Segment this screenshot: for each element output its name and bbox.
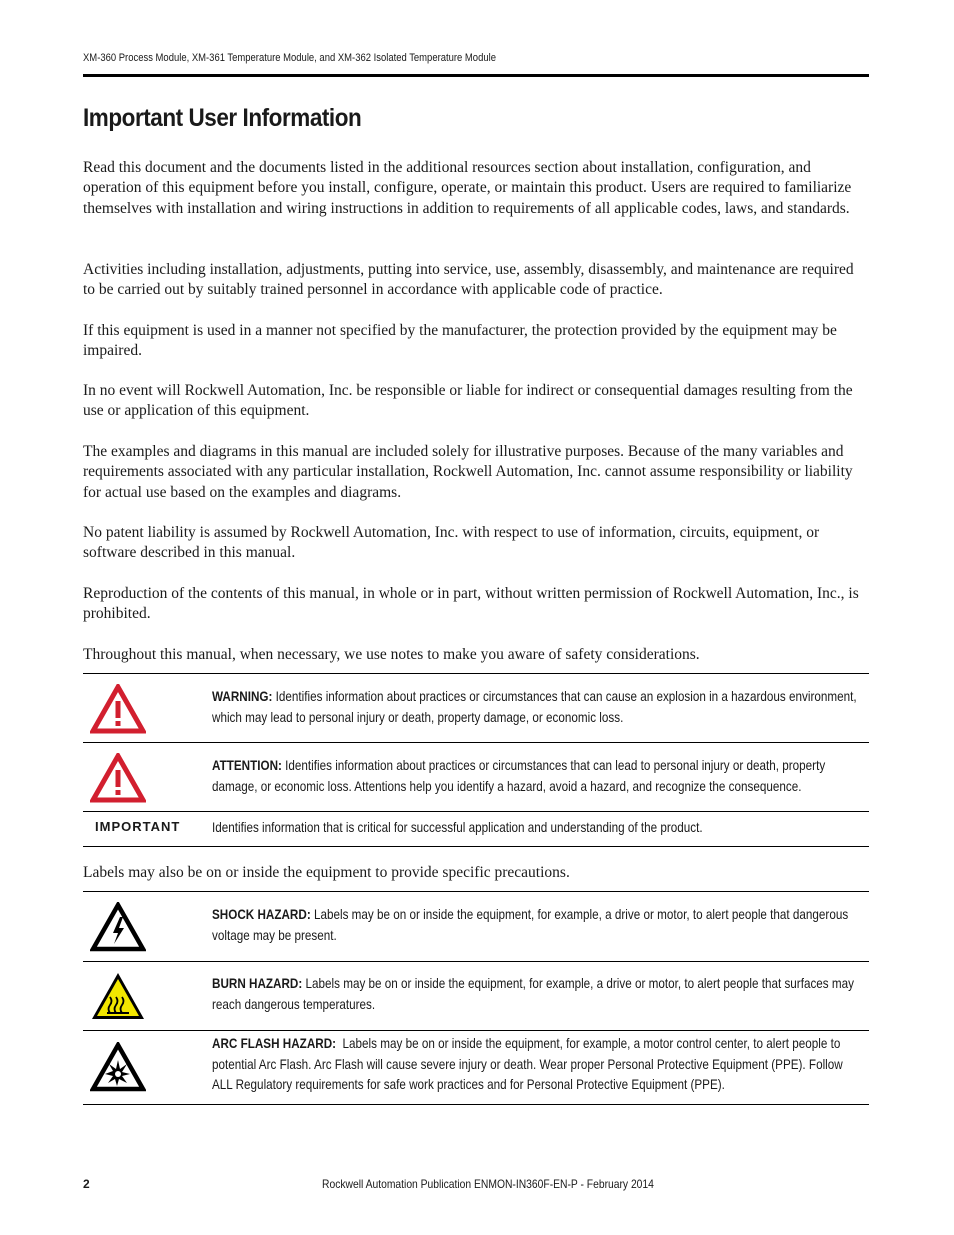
publication-footer: Rockwell Automation Publication ENMON-IN360F-EN-P - February 2014 bbox=[322, 1177, 654, 1191]
paragraph-examples: The examples and diagrams in this manual are included solely for illustrative purposes. Because of the many variables and requirements associated with any particular installation, Rockwell Automation, Inc. cannot assume responsibility or liability for actual use based on the examples and diagrams. bbox=[83, 443, 853, 501]
paragraph-notes-intro: Throughout this manual, when necessary, we use notes to make you aware of safety considerations. bbox=[83, 646, 700, 663]
hazard-arc-flash bbox=[83, 1031, 869, 1105]
warning-label: WARNING: bbox=[212, 689, 273, 704]
important-label: IMPORTANT bbox=[95, 819, 181, 834]
important-text: Identifies information that is critical for successful application and understanding of the product. bbox=[212, 820, 703, 835]
notice-important bbox=[83, 812, 869, 847]
notice-attention bbox=[83, 743, 869, 812]
labels-intro: Labels may also be on or inside the equipment to provide specific precautions. bbox=[83, 864, 570, 881]
shock-hazard-label: SHOCK HAZARD: bbox=[212, 907, 311, 922]
attention-triangle-icon bbox=[83, 753, 153, 803]
burn-hazard-text: Labels may be on or inside the equipment, for example, a drive or motor, to alert people that surfaces may reach dangerous temperatures. bbox=[212, 976, 854, 1012]
hazard-shock bbox=[83, 892, 869, 962]
burn-hazard-icon bbox=[83, 971, 153, 1021]
notice-warning bbox=[83, 674, 869, 743]
hazard-burn bbox=[83, 962, 869, 1031]
paragraph-reproduction: Reproduction of the contents of this manual, in whole or in part, without written permission of Rockwell Automation, Inc., is prohibited. bbox=[83, 585, 859, 623]
paragraph-liability: In no event will Rockwell Automation, Inc. be responsible or liable for indirect or consequential damages resulting from the use or application of this equipment. bbox=[83, 382, 853, 420]
warning-triangle-icon bbox=[83, 684, 153, 734]
header-rule bbox=[83, 74, 869, 77]
hazard-label-table bbox=[83, 891, 869, 1105]
paragraph-manner: If this equipment is used in a manner not specified by the manufacturer, the protection provided by the equipment may be impaired. bbox=[83, 322, 837, 360]
attention-label: ATTENTION: bbox=[212, 758, 282, 773]
safety-notice-table bbox=[83, 673, 869, 847]
running-header: XM-360 Process Module, XM-361 Temperature Module, and XM-362 Isolated Temperature Module bbox=[83, 52, 496, 64]
shock-hazard-text: Labels may be on or inside the equipment, for example, a drive or motor, to alert people that dangerous voltage may be present. bbox=[212, 907, 849, 943]
arc-flash-hazard-text: Labels may be on or inside the equipment, for example, a motor control center, to alert people to potential Arc Flash. Arc Flash will cause severe injury or death. Wear proper Personal Protective Equipment (PPE). Follow ALL Regulatory requirements for safe work practices and for Personal Protective Equipment (PPE). bbox=[212, 1036, 843, 1092]
warning-text: Identifies information about practices or circumstances that can cause an explosion in a hazardous environment, which may lead to personal injury or death, property damage, or economic loss. bbox=[212, 689, 857, 725]
attention-text: Identifies information about practices or circumstances that can lead to personal injury or death, property damage, or economic loss. Attentions help you identify a hazard, avoid a hazard, and recognize the consequence. bbox=[212, 758, 826, 794]
page-title: Important User Information bbox=[83, 104, 362, 132]
paragraph-reading: Read this document and the documents listed in the additional resources section about installation, configuration, and operation of this equipment before you install, configure, operate, or maintain this product. Users are required to familiarize themselves with installation and wiring instructions in addition to requirements of all applicable codes, laws, and standards. bbox=[83, 159, 852, 217]
paragraph-activities: Activities including installation, adjustments, putting into service, use, assembly, disassembly, and maintenance are required to be carried out by suitably trained personnel in accordance with applicable code of practice. bbox=[83, 261, 854, 299]
shock-hazard-icon bbox=[83, 902, 153, 952]
paragraph-patent: No patent liability is assumed by Rockwell Automation, Inc. with respect to use of information, circuits, equipment, or software described in this manual. bbox=[83, 524, 820, 562]
arc-flash-hazard-icon bbox=[83, 1042, 153, 1092]
burn-hazard-label: BURN HAZARD: bbox=[212, 976, 303, 991]
arc-flash-hazard-label: ARC FLASH HAZARD: bbox=[212, 1036, 337, 1051]
page-number: 2 bbox=[83, 1177, 90, 1191]
